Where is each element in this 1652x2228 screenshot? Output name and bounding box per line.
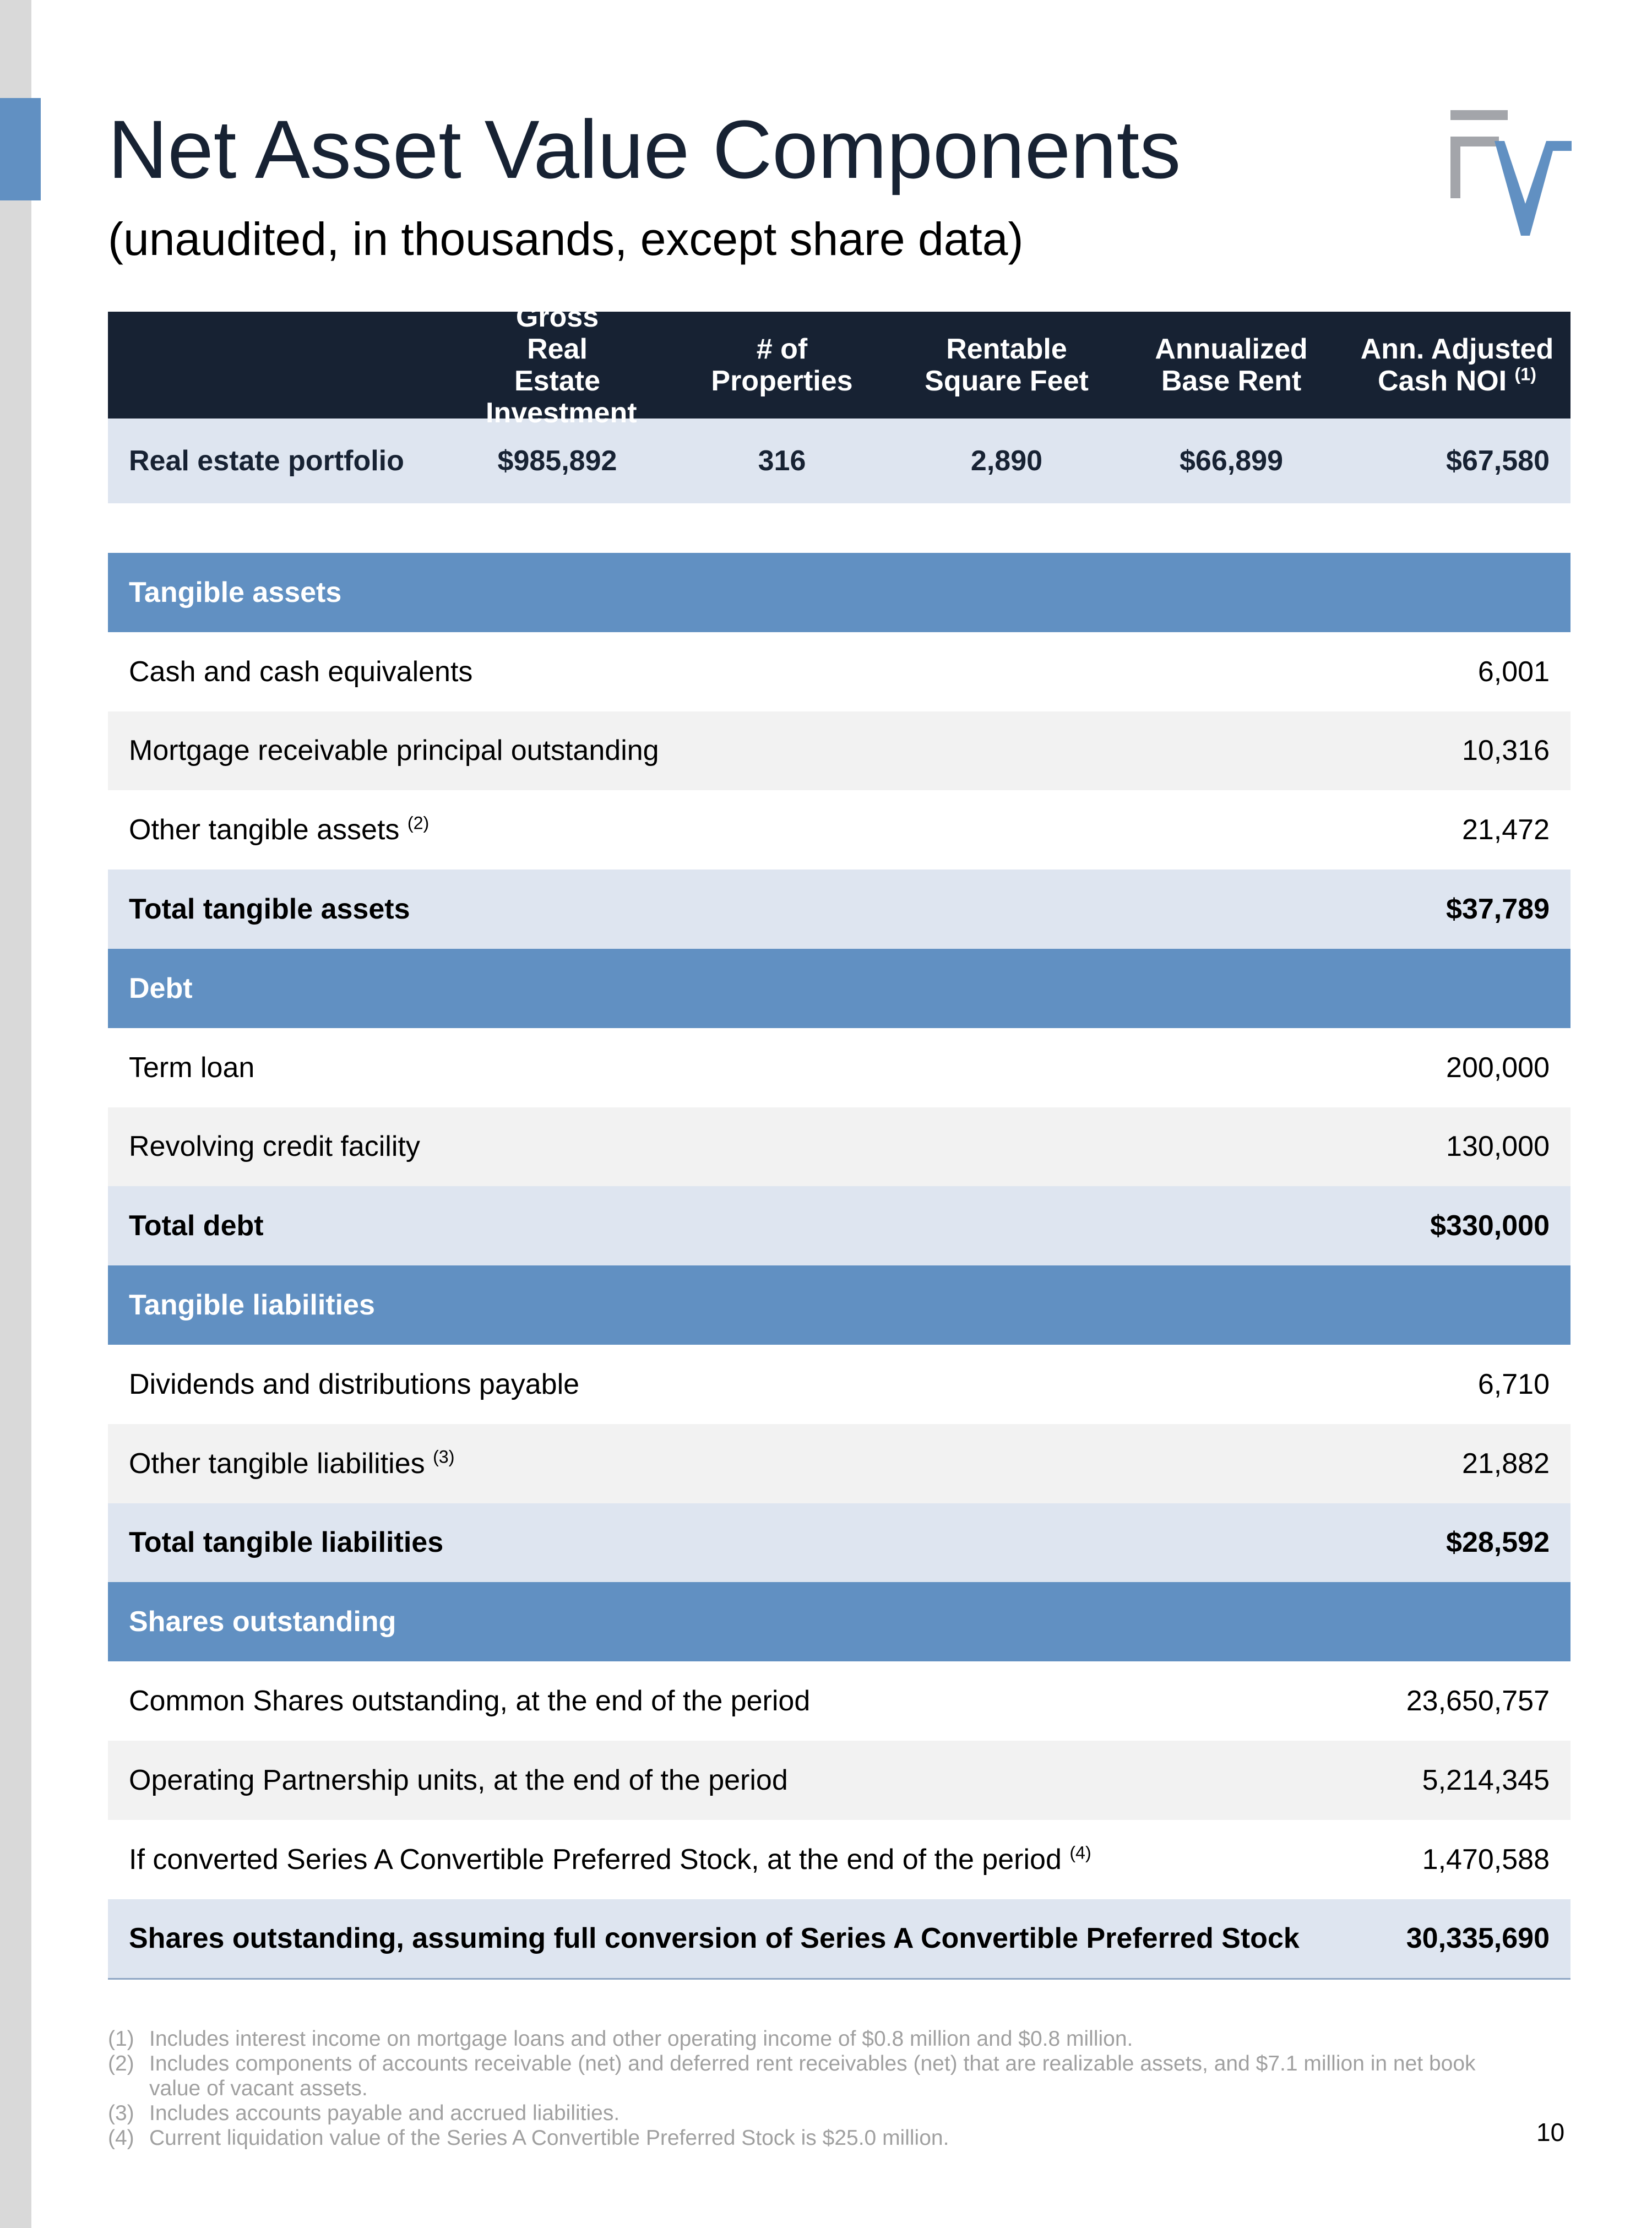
- portfolio-header-row: [108, 301, 1571, 430]
- table-row: Operating Partnership units, at the end of the period 5,214,345: [108, 1741, 1571, 1820]
- properties-count: 316: [758, 445, 806, 477]
- footnote-item: (1) Includes interest income on mortgage loans and other operating income of $0.8 million and $0.8 million.: [108, 2027, 1133, 2051]
- portfolio-data-row: [108, 419, 1571, 503]
- table-row: Mortgage receivable principal outstanding 10,316: [108, 711, 1571, 791]
- portfolio-header-blank: [108, 312, 445, 419]
- footnote-marker: (2): [407, 813, 430, 833]
- table-row: Dividends and distributions payable 6,710: [108, 1345, 1571, 1424]
- table-row: Other tangible assets $^{(2)}$ 21,472: [108, 790, 1571, 870]
- section-header-tangible-liabilities: Tangible liabilities: [108, 1265, 1571, 1345]
- page-number: 10: [1536, 2118, 1565, 2147]
- footnote-item: (4) Current liquidation value of the Series A Convertible Preferred Stock is $25.0 million.: [108, 2126, 949, 2150]
- portfolio-row-label: Real estate portfolio: [129, 445, 404, 477]
- table-row: Cash and cash equivalents 6,001: [108, 632, 1571, 711]
- table-row: If converted Series A Convertible Preferred Stock, at the end of the period $^{(4)}$ 1,470,588: [108, 1820, 1571, 1899]
- table-row: Common Shares outstanding, at the end of the period 23,650,757: [108, 1661, 1571, 1741]
- footnotes: [108, 2026, 1485, 2150]
- total-row-tangible-assets: Total tangible assets $37,789: [108, 870, 1571, 949]
- page-subtitle: (unaudited, in thousands, except share data): [108, 213, 1024, 265]
- section-header-debt: Debt: [108, 949, 1571, 1028]
- col-header-ann-adjusted-cash-noi: Ann. Adjusted Cash NOI $^{(1)}$: [1360, 333, 1554, 397]
- col-header-annualized-base-rent: Annualized Base Rent: [1155, 333, 1308, 397]
- total-row-shares-outstanding: Shares outstanding, assuming full conversion of Series A Convertible Preferred Stock 30,335,690: [108, 1899, 1571, 1979]
- footnote-marker: (1): [1514, 364, 1536, 384]
- table-row: Revolving credit facility 130,000: [108, 1107, 1571, 1187]
- nav-components-table: [108, 553, 1571, 1980]
- cash-noi-value: $67,580: [1446, 445, 1550, 477]
- footnote-item: (2) Includes components of accounts receivable (net) and deferred rent receivables (net) that are realizable assets, and $7.1 million in net book value of vacant assets.: [108, 2052, 1476, 2100]
- section-header-tangible-assets: Tangible assets: [108, 553, 1571, 632]
- col-header-properties: # of Properties: [711, 333, 853, 397]
- rentable-sqft-value: 2,890: [970, 445, 1043, 477]
- footnote-item: (3) Includes accounts payable and accrued liabilities.: [108, 2101, 620, 2125]
- col-header-rentable-sqft: Rentable Square Feet: [925, 333, 1089, 397]
- total-row-debt: Total debt $330,000: [108, 1186, 1571, 1265]
- annualized-base-rent-value: $66,899: [1180, 445, 1283, 477]
- footnote-marker: (3): [433, 1447, 455, 1467]
- page-title: Net Asset Value Components: [108, 103, 1181, 195]
- total-row-tangible-liabilities: Total tangible liabilities $28,592: [108, 1503, 1571, 1583]
- gross-real-estate-value: $985,892: [497, 445, 617, 477]
- portfolio-table: [108, 301, 1571, 503]
- section-header-shares-outstanding: Shares outstanding: [108, 1582, 1571, 1661]
- table-row: Term loan 200,000: [108, 1028, 1571, 1107]
- table-row: Other tangible liabilities $^{(3)}$ 21,882: [108, 1424, 1571, 1503]
- footnote-marker: (4): [1069, 1843, 1091, 1863]
- slide-accent-tab: [0, 98, 41, 200]
- col-header-gross-real-estate: Gross Real Estate Investment: [486, 301, 637, 430]
- company-logo: [1449, 110, 1572, 238]
- left-edge-strip: [0, 0, 31, 2228]
